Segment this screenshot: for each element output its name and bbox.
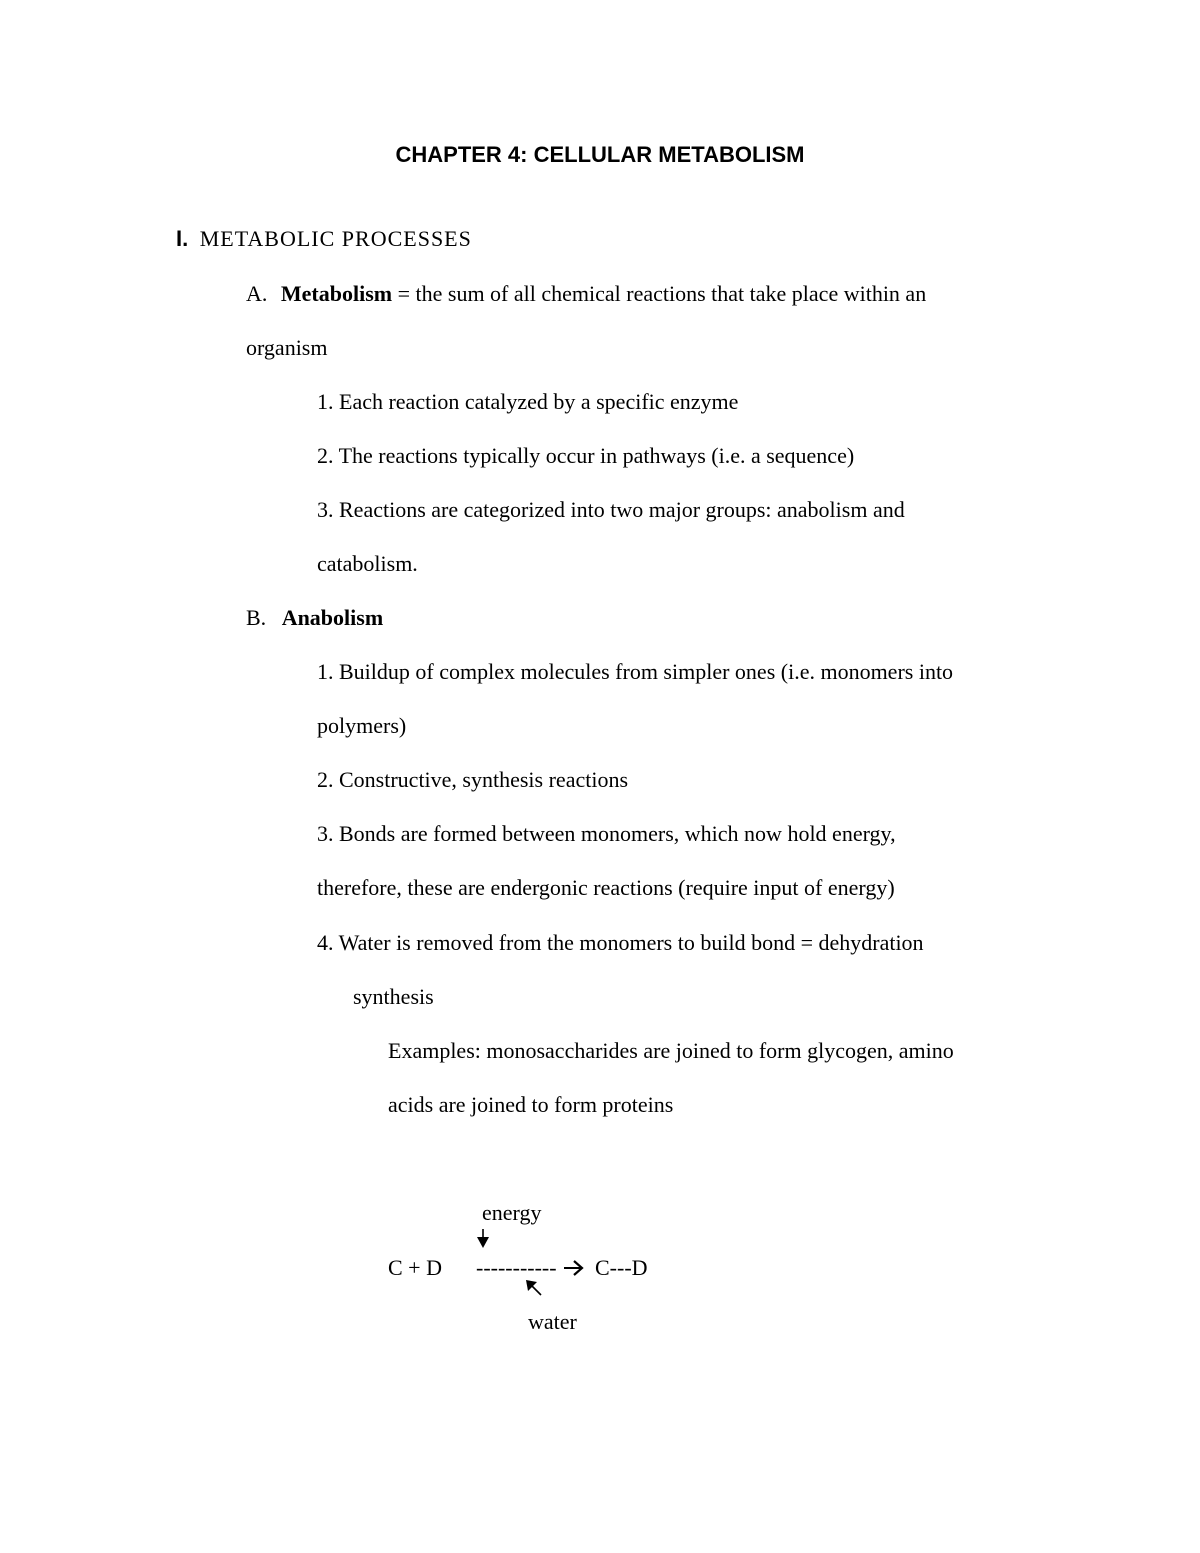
item-b-point: 2. Constructive, synthesis reactions (317, 767, 629, 792)
item-a-point: 1. Each reaction catalyzed by a specific enzyme (317, 389, 739, 414)
energy-down-arrow-icon (474, 1228, 492, 1250)
item-b-point: 1. Buildup of complex molecules from simpler ones (i.e. monomers into (317, 659, 954, 684)
item-b-point: 4. Water is removed from the monomers to build bond = dehydration (317, 930, 924, 955)
item-b-line (246, 605, 383, 631)
item-b-point-continued: synthesis (353, 984, 434, 1009)
section-heading (176, 226, 472, 252)
item-a-point: 2. The reactions typically occur in pathways (i.e. a sequence) (317, 443, 855, 468)
item-b-point-continued: therefore, these are endergonic reactions (require input of energy) (317, 875, 895, 900)
item-b-point: 3. Bonds are formed between monomers, which now hold energy, (317, 821, 896, 846)
product: C---D (595, 1255, 648, 1280)
section-title: METABOLIC PROCESSES (199, 226, 472, 251)
water-label: water (528, 1309, 577, 1334)
item-a-point-continued: catabolism. (317, 551, 418, 576)
item-b-letter: B. (246, 605, 267, 630)
item-a-letter: A. (246, 281, 268, 306)
item-a-line (246, 281, 926, 307)
item-b-point-continued: polymers) (317, 713, 407, 738)
water-out-arrow-icon (524, 1278, 544, 1298)
reactants: C + D (388, 1255, 442, 1280)
energy-label: energy (482, 1200, 542, 1225)
examples-line-continued: acids are joined to form proteins (388, 1092, 674, 1117)
reaction-arrow-icon (563, 1258, 585, 1278)
item-a-definition: = the sum of all chemical reactions that take place within an (392, 281, 927, 306)
item-b-term: Anabolism (281, 605, 384, 630)
reaction-dashes: ----------- (476, 1255, 557, 1280)
examples-line: Examples: monosaccharides are joined to form glycogen, amino (388, 1038, 954, 1063)
item-a-definition-continued: organism (246, 335, 328, 360)
item-a-point: 3. Reactions are categorized into two major groups: anabolism and (317, 497, 905, 522)
section-numeral: I. (176, 226, 189, 251)
item-a-term: Metabolism (280, 281, 393, 306)
page-title: CHAPTER 4: CELLULAR METABOLISM (395, 142, 805, 167)
